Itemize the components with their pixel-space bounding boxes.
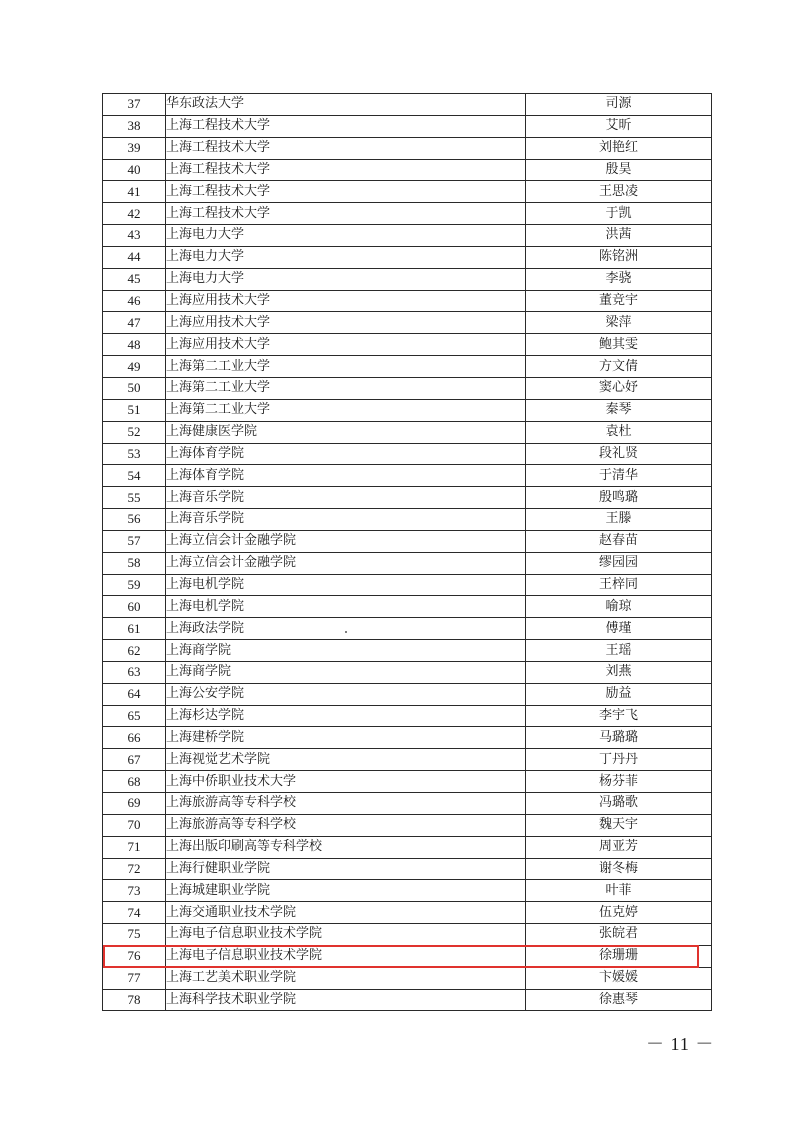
roster-table-body <box>103 94 712 1011</box>
table-row <box>103 246 712 268</box>
school-cell: 上海第二工业大学 <box>166 399 526 421</box>
table-row <box>103 552 712 574</box>
name-cell: 王滕 <box>526 509 712 531</box>
table-row <box>103 749 712 771</box>
row-index-cell: 38 <box>103 115 166 137</box>
row-index-cell: 41 <box>103 181 166 203</box>
table-row <box>103 596 712 618</box>
row-index-cell: 64 <box>103 683 166 705</box>
school-cell: 上海工程技术大学 <box>166 115 526 137</box>
row-index-cell: 54 <box>103 465 166 487</box>
school-cell: 上海工程技术大学 <box>166 159 526 181</box>
name-cell: 徐珊珊 <box>526 945 712 967</box>
row-index-cell: 39 <box>103 137 166 159</box>
table-row <box>103 836 712 858</box>
table-row <box>103 334 712 356</box>
row-index-cell: 75 <box>103 924 166 946</box>
table-row <box>103 989 712 1011</box>
table-row <box>103 137 712 159</box>
table-row <box>103 181 712 203</box>
scan-speck <box>345 631 347 633</box>
row-index-cell: 65 <box>103 705 166 727</box>
table-row <box>103 858 712 880</box>
table-row <box>103 443 712 465</box>
school-cell: 上海电机学院 <box>166 596 526 618</box>
school-cell: 上海出版印刷高等专科学校 <box>166 836 526 858</box>
name-cell: 王梓同 <box>526 574 712 596</box>
row-index-cell: 51 <box>103 399 166 421</box>
school-cell: 上海商学院 <box>166 640 526 662</box>
row-index-cell: 73 <box>103 880 166 902</box>
school-cell: 上海音乐学院 <box>166 487 526 509</box>
row-index-cell: 69 <box>103 793 166 815</box>
school-cell: 上海第二工业大学 <box>166 356 526 378</box>
name-cell: 于清华 <box>526 465 712 487</box>
school-cell: 上海工程技术大学 <box>166 203 526 225</box>
row-index-cell: 61 <box>103 618 166 640</box>
row-index-cell: 55 <box>103 487 166 509</box>
name-cell: 缪园园 <box>526 552 712 574</box>
name-cell: 王思凌 <box>526 181 712 203</box>
table-row <box>103 814 712 836</box>
row-index-cell: 53 <box>103 443 166 465</box>
school-cell: 上海商学院 <box>166 661 526 683</box>
table-row <box>103 94 712 116</box>
row-index-cell: 63 <box>103 661 166 683</box>
name-cell: 魏天宇 <box>526 814 712 836</box>
school-cell: 上海电力大学 <box>166 268 526 290</box>
table-row <box>103 421 712 443</box>
school-cell: 上海政法学院 <box>166 618 526 640</box>
row-index-cell: 70 <box>103 814 166 836</box>
table-row <box>103 312 712 334</box>
name-cell: 袁杜 <box>526 421 712 443</box>
name-cell: 王瑶 <box>526 640 712 662</box>
name-cell: 方文倩 <box>526 356 712 378</box>
name-cell: 马璐璐 <box>526 727 712 749</box>
name-cell: 鲍其雯 <box>526 334 712 356</box>
row-index-cell: 71 <box>103 836 166 858</box>
name-cell: 洪茜 <box>526 225 712 247</box>
row-index-cell: 46 <box>103 290 166 312</box>
table-row <box>103 268 712 290</box>
row-index-cell: 52 <box>103 421 166 443</box>
school-cell: 上海杉达学院 <box>166 705 526 727</box>
school-cell: 上海电机学院 <box>166 574 526 596</box>
table-row <box>103 661 712 683</box>
name-cell: 周亚芳 <box>526 836 712 858</box>
row-index-cell: 74 <box>103 902 166 924</box>
row-index-cell: 37 <box>103 94 166 116</box>
table-row <box>103 618 712 640</box>
row-index-cell: 60 <box>103 596 166 618</box>
name-cell: 杨芬菲 <box>526 771 712 793</box>
name-cell: 冯璐歌 <box>526 793 712 815</box>
name-cell: 段礼贤 <box>526 443 712 465</box>
school-cell: 上海视觉艺术学院 <box>166 749 526 771</box>
school-cell: 上海应用技术大学 <box>166 334 526 356</box>
name-cell: 喻琼 <box>526 596 712 618</box>
table-row <box>103 727 712 749</box>
school-cell: 上海体育学院 <box>166 465 526 487</box>
name-cell: 傅瑾 <box>526 618 712 640</box>
name-cell: 梁萍 <box>526 312 712 334</box>
row-index-cell: 40 <box>103 159 166 181</box>
table-row <box>103 793 712 815</box>
row-index-cell: 58 <box>103 552 166 574</box>
table-row <box>103 967 712 989</box>
name-cell: 艾昕 <box>526 115 712 137</box>
table-row <box>103 159 712 181</box>
table-row <box>103 115 712 137</box>
name-cell: 陈铭洲 <box>526 246 712 268</box>
row-index-cell: 44 <box>103 246 166 268</box>
table-row <box>103 487 712 509</box>
row-index-cell: 47 <box>103 312 166 334</box>
table-row <box>103 225 712 247</box>
name-cell: 张皖君 <box>526 924 712 946</box>
school-cell: 上海交通职业技术学院 <box>166 902 526 924</box>
table-row <box>103 290 712 312</box>
school-cell: 上海电子信息职业技术学院 <box>166 945 526 967</box>
school-cell: 上海工程技术大学 <box>166 181 526 203</box>
name-cell: 刘艳红 <box>526 137 712 159</box>
name-cell: 司源 <box>526 94 712 116</box>
school-cell: 上海公安学院 <box>166 683 526 705</box>
page-number: － 11 － <box>646 1034 715 1054</box>
table-row <box>103 356 712 378</box>
name-cell: 励益 <box>526 683 712 705</box>
name-cell: 叶菲 <box>526 880 712 902</box>
table-row <box>103 509 712 531</box>
row-index-cell: 49 <box>103 356 166 378</box>
row-index-cell: 77 <box>103 967 166 989</box>
school-cell: 上海工程技术大学 <box>166 137 526 159</box>
school-cell: 上海科学技术职业学院 <box>166 989 526 1011</box>
row-index-cell: 59 <box>103 574 166 596</box>
table-row <box>103 924 712 946</box>
name-cell: 谢冬梅 <box>526 858 712 880</box>
school-cell: 上海旅游高等专科学校 <box>166 814 526 836</box>
name-cell: 秦琴 <box>526 399 712 421</box>
row-index-cell: 67 <box>103 749 166 771</box>
row-index-cell: 56 <box>103 509 166 531</box>
name-cell: 李骁 <box>526 268 712 290</box>
name-cell: 刘燕 <box>526 661 712 683</box>
school-cell: 上海立信会计金融学院 <box>166 530 526 552</box>
table-row <box>103 574 712 596</box>
school-cell: 上海第二工业大学 <box>166 377 526 399</box>
table-row <box>103 399 712 421</box>
table-row <box>103 705 712 727</box>
school-cell: 上海旅游高等专科学校 <box>166 793 526 815</box>
school-cell: 上海行健职业学院 <box>166 858 526 880</box>
name-cell: 徐惠琴 <box>526 989 712 1011</box>
table-row <box>103 945 712 967</box>
school-cell: 上海体育学院 <box>166 443 526 465</box>
name-cell: 卞媛媛 <box>526 967 712 989</box>
school-cell: 上海音乐学院 <box>166 509 526 531</box>
school-cell: 上海城建职业学院 <box>166 880 526 902</box>
row-index-cell: 43 <box>103 225 166 247</box>
school-cell: 上海建桥学院 <box>166 727 526 749</box>
table-row <box>103 902 712 924</box>
table-row <box>103 640 712 662</box>
name-cell: 于凯 <box>526 203 712 225</box>
roster-table <box>102 93 712 1011</box>
table-row <box>103 530 712 552</box>
row-index-cell: 42 <box>103 203 166 225</box>
row-index-cell: 62 <box>103 640 166 662</box>
school-cell: 上海应用技术大学 <box>166 290 526 312</box>
school-cell: 上海电力大学 <box>166 246 526 268</box>
table-row <box>103 465 712 487</box>
row-index-cell: 78 <box>103 989 166 1011</box>
name-cell: 丁丹丹 <box>526 749 712 771</box>
school-cell: 上海电力大学 <box>166 225 526 247</box>
name-cell: 窦心妤 <box>526 377 712 399</box>
school-cell: 上海立信会计金融学院 <box>166 552 526 574</box>
table-row <box>103 880 712 902</box>
table-row <box>103 771 712 793</box>
row-index-cell: 72 <box>103 858 166 880</box>
table-row <box>103 377 712 399</box>
school-cell: 上海健康医学院 <box>166 421 526 443</box>
row-index-cell: 57 <box>103 530 166 552</box>
school-cell: 上海中侨职业技术大学 <box>166 771 526 793</box>
school-cell: 华东政法大学 <box>166 94 526 116</box>
row-index-cell: 48 <box>103 334 166 356</box>
row-index-cell: 50 <box>103 377 166 399</box>
table-row <box>103 203 712 225</box>
row-index-cell: 45 <box>103 268 166 290</box>
name-cell: 李宇飞 <box>526 705 712 727</box>
name-cell: 董竞宇 <box>526 290 712 312</box>
name-cell: 伍克婷 <box>526 902 712 924</box>
row-index-cell: 68 <box>103 771 166 793</box>
school-cell: 上海工艺美术职业学院 <box>166 967 526 989</box>
name-cell: 赵春苗 <box>526 530 712 552</box>
row-index-cell: 66 <box>103 727 166 749</box>
table-row <box>103 683 712 705</box>
row-index-cell: 76 <box>103 945 166 967</box>
name-cell: 殷昊 <box>526 159 712 181</box>
name-cell: 殷鸣璐 <box>526 487 712 509</box>
school-cell: 上海应用技术大学 <box>166 312 526 334</box>
school-cell: 上海电子信息职业技术学院 <box>166 924 526 946</box>
